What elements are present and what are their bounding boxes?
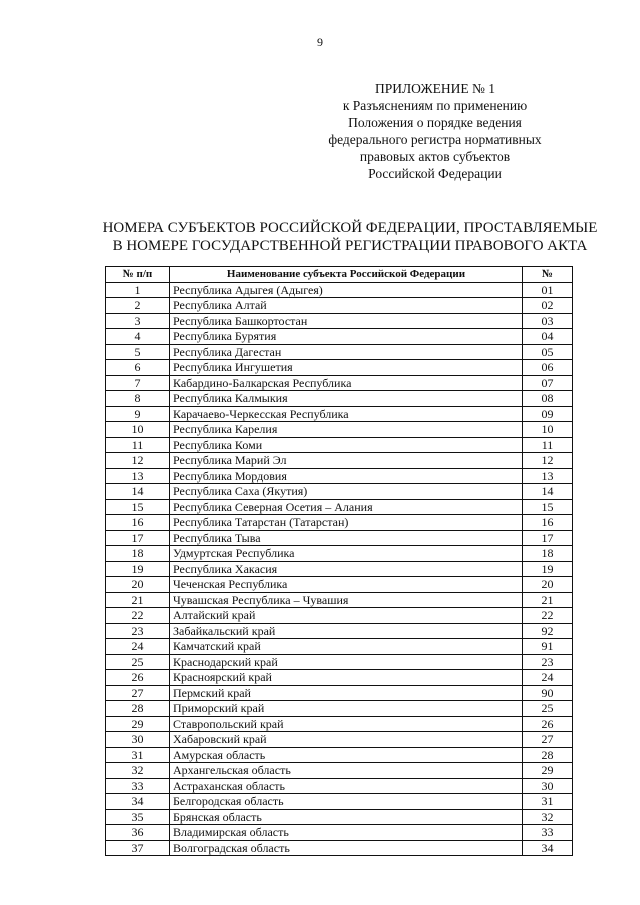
subject-name-cell: Республика Башкортостан (170, 313, 523, 329)
subject-code-cell: 13 (523, 468, 573, 484)
row-number-cell: 14 (106, 484, 170, 500)
row-number-cell: 5 (106, 344, 170, 360)
table-row (106, 809, 573, 825)
table-row (106, 453, 573, 469)
row-number-cell: 27 (106, 685, 170, 701)
table-row (106, 391, 573, 407)
appendix-line: федерального регистра нормативных (328, 132, 542, 147)
table-row (106, 623, 573, 639)
row-number-cell: 3 (106, 313, 170, 329)
row-number-cell: 25 (106, 654, 170, 670)
subject-code-cell: 11 (523, 437, 573, 453)
document-title-line-2: В НОМЕРЕ ГОСУДАРСТВЕННОЙ РЕГИСТРАЦИИ ПРАВОВОГО АКТА (112, 238, 588, 254)
subject-name-cell: Пермский край (170, 685, 523, 701)
subject-name-cell: Республика Марий Эл (170, 453, 523, 469)
subject-name-cell: Астраханская область (170, 778, 523, 794)
table-row (106, 329, 573, 345)
table-row (106, 592, 573, 608)
subject-code-cell: 05 (523, 344, 573, 360)
table-row (106, 360, 573, 376)
subject-code-cell: 07 (523, 375, 573, 391)
subject-code-cell: 25 (523, 701, 573, 717)
subject-name-cell: Камчатский край (170, 639, 523, 655)
subject-code-cell: 03 (523, 313, 573, 329)
row-number-cell: 28 (106, 701, 170, 717)
row-number-cell: 24 (106, 639, 170, 655)
document-title (0, 219, 640, 255)
table-row (106, 701, 573, 717)
subject-code-cell: 27 (523, 732, 573, 748)
subject-code-cell: 90 (523, 685, 573, 701)
subject-name-cell: Красноярский край (170, 670, 523, 686)
subject-code-cell: 19 (523, 561, 573, 577)
table-row (106, 515, 573, 531)
row-number-cell: 11 (106, 437, 170, 453)
appendix-line: правовых актов субъектов (359, 149, 511, 164)
row-number-cell: 31 (106, 747, 170, 763)
subject-code-cell: 10 (523, 422, 573, 438)
header-subject-code: № (523, 267, 573, 283)
subject-code-cell: 28 (523, 747, 573, 763)
table-row (106, 577, 573, 593)
table-row (106, 840, 573, 856)
row-number-cell: 8 (106, 391, 170, 407)
subject-name-cell: Хабаровский край (170, 732, 523, 748)
row-number-cell: 18 (106, 546, 170, 562)
subject-code-cell: 16 (523, 515, 573, 531)
subject-name-cell: Чеченская Республика (170, 577, 523, 593)
row-number-cell: 16 (106, 515, 170, 531)
row-number-cell: 26 (106, 670, 170, 686)
table-row (106, 344, 573, 360)
subject-name-cell: Республика Татарстан (Татарстан) (170, 515, 523, 531)
subjects-table (105, 266, 573, 856)
table-row (106, 716, 573, 732)
table-row (106, 608, 573, 624)
subject-name-cell: Владимирская область (170, 825, 523, 841)
row-number-cell: 23 (106, 623, 170, 639)
table-row (106, 763, 573, 779)
subject-code-cell: 15 (523, 499, 573, 515)
table-row (106, 639, 573, 655)
subject-name-cell: Брянская область (170, 809, 523, 825)
subject-name-cell: Республика Алтай (170, 298, 523, 314)
appendix-title: ПРИЛОЖЕНИЕ № 1 (374, 81, 496, 96)
appendix-line: Российской Федерации (368, 166, 502, 181)
subject-code-cell: 09 (523, 406, 573, 422)
subject-code-cell: 06 (523, 360, 573, 376)
subject-code-cell: 26 (523, 716, 573, 732)
table-row (106, 282, 573, 298)
document-title-line-1: НОМЕРА СУБЪЕКТОВ РОССИЙСКОЙ ФЕДЕРАЦИИ, ПРОСТАВЛЯЕМЫЕ (102, 220, 598, 236)
table-row (106, 732, 573, 748)
subject-name-cell: Республика Саха (Якутия) (170, 484, 523, 500)
table-row (106, 654, 573, 670)
subject-name-cell: Забайкальский край (170, 623, 523, 639)
subject-name-cell: Краснодарский край (170, 654, 523, 670)
subject-name-cell: Приморский край (170, 701, 523, 717)
subject-code-cell: 21 (523, 592, 573, 608)
appendix-line: Положения о порядке ведения (348, 115, 522, 130)
table-row (106, 794, 573, 810)
row-number-cell: 2 (106, 298, 170, 314)
subject-code-cell: 02 (523, 298, 573, 314)
subject-name-cell: Республика Адыгея (Адыгея) (170, 282, 523, 298)
row-number-cell: 29 (106, 716, 170, 732)
row-number-cell: 12 (106, 453, 170, 469)
subject-name-cell: Карачаево-Черкесская Республика (170, 406, 523, 422)
row-number-cell: 35 (106, 809, 170, 825)
subject-name-cell: Республика Калмыкия (170, 391, 523, 407)
subject-name-cell: Белгородская область (170, 794, 523, 810)
table-row (106, 499, 573, 515)
row-number-cell: 22 (106, 608, 170, 624)
subject-name-cell: Республика Коми (170, 437, 523, 453)
subject-code-cell: 31 (523, 794, 573, 810)
subject-name-cell: Чувашская Республика – Чувашия (170, 592, 523, 608)
row-number-cell: 17 (106, 530, 170, 546)
row-number-cell: 34 (106, 794, 170, 810)
table-row (106, 747, 573, 763)
subject-code-cell: 29 (523, 763, 573, 779)
subject-code-cell: 08 (523, 391, 573, 407)
table-row (106, 468, 573, 484)
appendix-heading (270, 80, 600, 182)
table-row (106, 375, 573, 391)
row-number-cell: 15 (106, 499, 170, 515)
row-number-cell: 20 (106, 577, 170, 593)
row-number-cell: 13 (106, 468, 170, 484)
subject-name-cell: Алтайский край (170, 608, 523, 624)
table-body (106, 282, 573, 856)
row-number-cell: 1 (106, 282, 170, 298)
subject-name-cell: Республика Северная Осетия – Алания (170, 499, 523, 515)
row-number-cell: 7 (106, 375, 170, 391)
table-row (106, 313, 573, 329)
table-row (106, 437, 573, 453)
row-number-cell: 4 (106, 329, 170, 345)
subject-code-cell: 17 (523, 530, 573, 546)
appendix-line: к Разъяснениям по применению (342, 98, 528, 113)
table-row (106, 530, 573, 546)
subject-name-cell: Волгоградская область (170, 840, 523, 856)
row-number-cell: 19 (106, 561, 170, 577)
table-row (106, 298, 573, 314)
subject-name-cell: Ставропольский край (170, 716, 523, 732)
row-number-cell: 36 (106, 825, 170, 841)
subject-code-cell: 18 (523, 546, 573, 562)
subject-name-cell: Республика Дагестан (170, 344, 523, 360)
subject-code-cell: 24 (523, 670, 573, 686)
subject-name-cell: Республика Ингушетия (170, 360, 523, 376)
table-header-row (106, 267, 573, 283)
table-row (106, 406, 573, 422)
row-number-cell: 33 (106, 778, 170, 794)
header-row-number: № п/п (106, 267, 170, 283)
row-number-cell: 37 (106, 840, 170, 856)
row-number-cell: 10 (106, 422, 170, 438)
subject-name-cell: Республика Бурятия (170, 329, 523, 345)
table-row (106, 778, 573, 794)
subject-code-cell: 33 (523, 825, 573, 841)
row-number-cell: 6 (106, 360, 170, 376)
subject-code-cell: 34 (523, 840, 573, 856)
subject-name-cell: Республика Тыва (170, 530, 523, 546)
table-row (106, 422, 573, 438)
subject-name-cell: Удмуртская Республика (170, 546, 523, 562)
row-number-cell: 30 (106, 732, 170, 748)
table-row (106, 484, 573, 500)
header-subject-name: Наименование субъекта Российской Федерации (170, 267, 523, 283)
subject-code-cell: 14 (523, 484, 573, 500)
subject-code-cell: 12 (523, 453, 573, 469)
subject-name-cell: Республика Хакасия (170, 561, 523, 577)
subject-name-cell: Республика Мордовия (170, 468, 523, 484)
table-row (106, 561, 573, 577)
subject-name-cell: Кабардино-Балкарская Республика (170, 375, 523, 391)
subject-code-cell: 30 (523, 778, 573, 794)
subject-name-cell: Республика Карелия (170, 422, 523, 438)
table-row (106, 685, 573, 701)
subject-code-cell: 32 (523, 809, 573, 825)
row-number-cell: 21 (106, 592, 170, 608)
subject-code-cell: 23 (523, 654, 573, 670)
subject-code-cell: 20 (523, 577, 573, 593)
table-row (106, 546, 573, 562)
subject-code-cell: 04 (523, 329, 573, 345)
row-number-cell: 32 (106, 763, 170, 779)
subject-code-cell: 92 (523, 623, 573, 639)
subject-code-cell: 01 (523, 282, 573, 298)
subject-code-cell: 91 (523, 639, 573, 655)
subject-name-cell: Архангельская область (170, 763, 523, 779)
table-row (106, 670, 573, 686)
table-row (106, 825, 573, 841)
row-number-cell: 9 (106, 406, 170, 422)
subject-code-cell: 22 (523, 608, 573, 624)
subject-name-cell: Амурская область (170, 747, 523, 763)
page-number: 9 (317, 35, 323, 49)
